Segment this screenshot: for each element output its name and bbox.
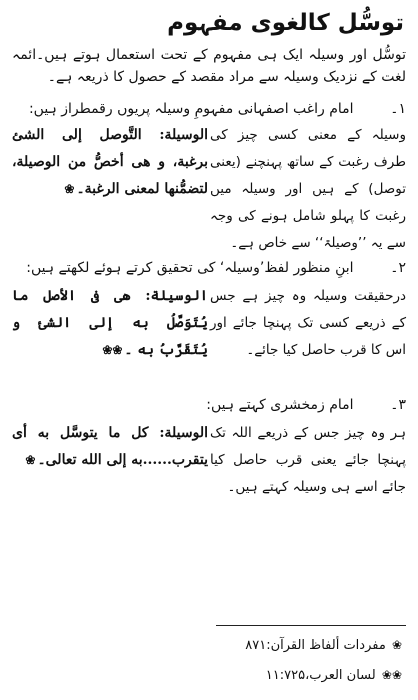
item-2-number: ۲۔ — [390, 260, 406, 276]
item-3-label: امام زمخشری کہتے ہیں: — [206, 397, 354, 413]
item-1-urdu-translation: وسیلہ کے معنی کسی چیز کی طرف رغبت کے ساتھ پہنچنے (یعنی توصل) کے ہیں اور وسیلہ میں رغبت کا پہلو شامل ہونے کی وجہ سے یہ ’’وصیلۃ‘‘ سے خاص ہے۔ — [210, 127, 406, 251]
footnote-3-marker: ❀ — [25, 453, 36, 467]
item-2-arabic-quote: الوسيلة: هى فى الأصل ما يُتَوَصَّلُ به إلى الشئ و يُتَقَرَّبُ به ۔❀❀ — [12, 283, 208, 364]
item-1-heading — [12, 98, 406, 120]
footnote-2-symbol: ❀❀ — [381, 668, 402, 682]
item-3-number: ۳۔ — [390, 397, 406, 413]
footnote-2-text: لسان العرب،۱۱:۷۲۵ — [265, 668, 376, 683]
footnote-1-text: مفردات ألفاظ القرآن:۸۷۱ — [245, 638, 386, 653]
item-3-urdu-translation: ہر وہ چیز جس کے ذریعے اللہ تک پہنچا جائے یعنی قرب حاصل کیا جائے اسے ہی وسیلہ کہتے ہیں۔ — [210, 425, 406, 495]
item-1-label: امام راغب اصفہانی مفہومِ وسیلہ پریوں رقمطراز ہیں: — [28, 101, 354, 117]
item-2-label: ابنِ منظور لفظ’وسیلہ‘ کی تحقیق کرتے ہوئے لکھتے ہیں: — [26, 260, 354, 276]
item-1-number: ۱۔ — [390, 101, 406, 117]
item-2-heading — [12, 257, 406, 279]
item-2-urdu-translation: درحقیقت وسیلہ وہ چیز ہے جس کے ذریعے کسی تک پہنچا جائے اور اس کا قرب حاصل کیا جائے۔ — [210, 288, 406, 358]
item-1-arabic-quote: الوسيلة: التَّوصل إلى الشئ برغبة، و هى أخصُّ من الوصيلة، لتضمُّنها لمعنى الرغبة۔❀ — [12, 122, 208, 203]
item-3-heading — [12, 394, 406, 416]
footnote-1 — [12, 634, 404, 657]
footnote-divider — [216, 625, 406, 626]
footnote-1-marker: ❀ — [64, 182, 75, 196]
footnote-1-symbol: ❀ — [391, 638, 402, 652]
footnote-2-marker: ❀❀ — [102, 343, 123, 357]
intro-paragraph: توسُّل اور وسیلہ ایک ہی مفہوم کے تحت استعمال ہوتے ہیں۔ائمہ لغت کے نزدیک وسیلہ سے مراد مقصد کے حصول کا ذریعہ ہے۔ — [12, 47, 406, 85]
page-title: توسُّل کالغوی مفہوم — [167, 10, 404, 36]
item-3-arabic-quote: الوسيلة: كل ما يتوسَّل به أى يتقرب......به إلى الله تعالى۔❀ — [12, 420, 208, 474]
footnote-2 — [12, 664, 404, 687]
